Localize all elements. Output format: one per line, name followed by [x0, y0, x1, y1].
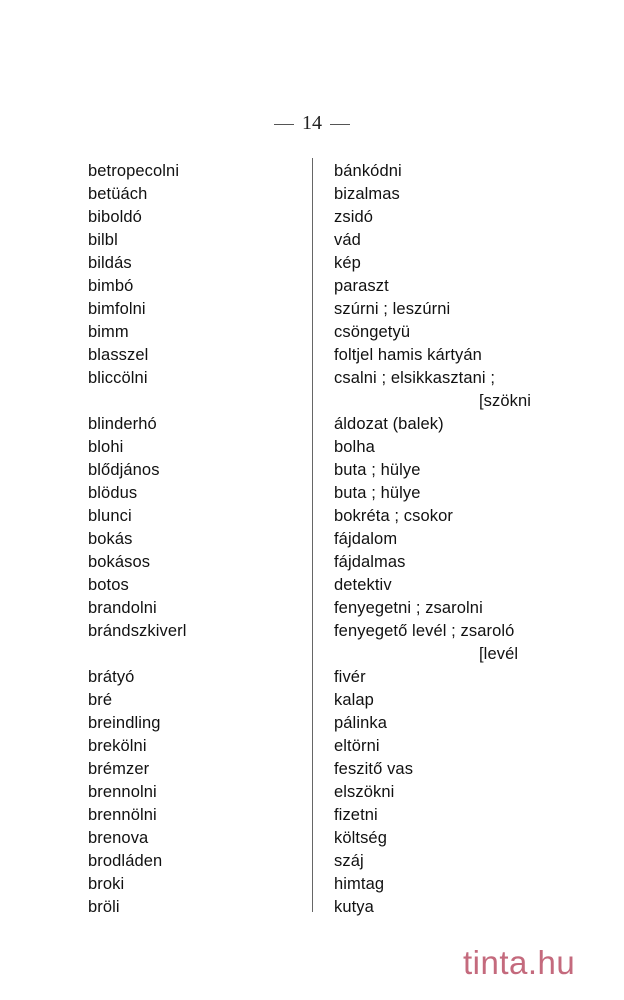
page-number	[0, 112, 624, 135]
meaning: bánkódni	[334, 162, 402, 180]
meaning: [levél	[479, 645, 519, 663]
headword: brekölni	[88, 737, 147, 755]
meaning-column	[334, 160, 531, 919]
headword: brenova	[88, 829, 149, 847]
column-divider	[312, 158, 313, 912]
meaning: csalni ; elsikkasztani ;	[334, 369, 496, 387]
headword: blunci	[88, 507, 132, 525]
meaning: áldozat (balek)	[334, 415, 444, 433]
headword: blinderhó	[88, 415, 157, 433]
headword: biboldó	[88, 208, 142, 226]
meaning: fájdalmas	[334, 553, 406, 571]
headword: blődjános	[88, 461, 160, 479]
dash-left	[274, 124, 294, 125]
headword: brémzer	[88, 760, 150, 778]
meaning: szúrni ; leszúrni	[334, 300, 451, 318]
entry-gap	[88, 643, 187, 666]
headword: bliccölni	[88, 369, 148, 387]
meaning: vád	[334, 231, 361, 249]
meaning: buta ; hülye	[334, 484, 421, 502]
meaning: fivér	[334, 668, 366, 686]
headword: brennölni	[88, 806, 157, 824]
headword: brandolni	[88, 599, 157, 617]
meaning: paraszt	[334, 277, 389, 295]
headword: brátyó	[88, 668, 135, 686]
headword: brennolni	[88, 783, 157, 801]
meaning: kép	[334, 254, 361, 272]
meaning: bokréta ; csokor	[334, 507, 453, 525]
meaning: zsidó	[334, 208, 374, 226]
meaning: feszitő vas	[334, 760, 414, 778]
headword: bimbó	[88, 277, 134, 295]
headword: betüách	[88, 185, 148, 203]
headword: bokásos	[88, 553, 151, 571]
headword: blohi	[88, 438, 124, 456]
meaning: fizetni	[334, 806, 378, 824]
watermark-logo: tinta.hu	[463, 944, 576, 981]
headword: bimfolni	[88, 300, 146, 318]
meaning: detektiv	[334, 576, 392, 594]
headword: betropecolni	[88, 162, 180, 180]
dash-right	[330, 124, 350, 125]
headword: brándszkiverl	[88, 622, 187, 640]
meaning: fenyegető levél ; zsaroló	[334, 622, 515, 640]
meaning: költség	[334, 829, 387, 847]
meaning: száj	[334, 852, 364, 870]
meaning: [szökni	[479, 392, 532, 410]
page-number-text: 14	[302, 112, 322, 134]
headword: bimm	[88, 323, 129, 341]
headword: brodláden	[88, 852, 163, 870]
headword: bröli	[88, 898, 120, 916]
headword: blödus	[88, 484, 138, 502]
headword: botos	[88, 576, 129, 594]
meaning: bizalmas	[334, 185, 400, 203]
headword-column	[88, 160, 187, 919]
headword: breindling	[88, 714, 161, 732]
meaning: kutya	[334, 898, 374, 916]
meaning: elszökni	[334, 783, 395, 801]
meaning: pálinka	[334, 714, 387, 732]
meaning: fenyegetni ; zsarolni	[334, 599, 483, 617]
meaning: bolha	[334, 438, 375, 456]
meaning: buta ; hülye	[334, 461, 421, 479]
meaning: himtag	[334, 875, 385, 893]
meaning: kalap	[334, 691, 374, 709]
meaning: csöngetyü	[334, 323, 411, 341]
headword: broki	[88, 875, 125, 893]
headword: bildás	[88, 254, 132, 272]
meaning: fájdalom	[334, 530, 398, 548]
entry-gap	[88, 390, 187, 413]
meaning: foltjel hamis kártyán	[334, 346, 482, 364]
meaning: eltörni	[334, 737, 380, 755]
headword: bilbl	[88, 231, 118, 249]
headword: blasszel	[88, 346, 149, 364]
headword: bokás	[88, 530, 133, 548]
headword: bré	[88, 691, 113, 709]
